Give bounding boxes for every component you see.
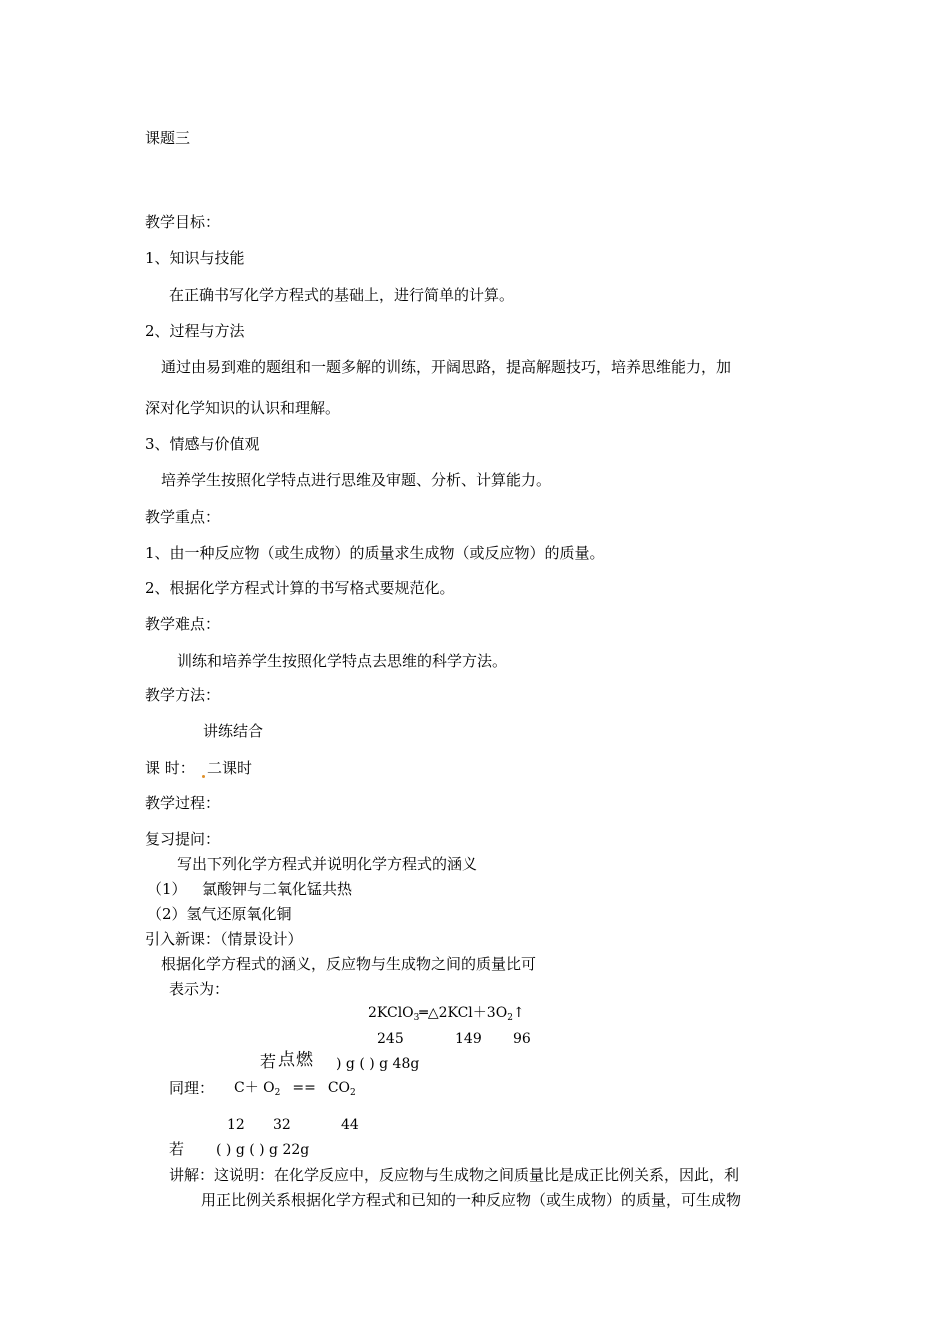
equation-2-equals: == bbox=[292, 1080, 316, 1096]
review-q1-num: （1） bbox=[147, 880, 187, 898]
equation-2-product: CO bbox=[327, 1080, 351, 1096]
class-hours-value: 二课时 bbox=[207, 759, 253, 777]
equation-2-mass-3: 44 bbox=[341, 1117, 359, 1133]
key-point-2: 2、根据化学方程式计算的书写格式要规范化。 bbox=[145, 579, 455, 597]
explanation-line-2: 用正比例关系根据化学方程式和已知的一种反应物（或生成物）的质量，可生成物 bbox=[201, 1191, 742, 1209]
equation-1-mass-1: 245 bbox=[377, 1031, 404, 1047]
equation-1-arrow: ═△ bbox=[419, 1005, 439, 1021]
lesson-title: 课题三 bbox=[145, 129, 191, 147]
equation-1-mass-2: 149 bbox=[455, 1031, 482, 1047]
objective-3-text: 培养学生按照化学特点进行思维及审题、分析、计算能力。 bbox=[161, 471, 552, 489]
equation-2-reactants: C＋ O bbox=[234, 1080, 275, 1096]
objective-2-heading: 2、过程与方法 bbox=[145, 322, 245, 340]
equation-1-blanks: ) g ( ) g 48g bbox=[336, 1056, 420, 1072]
objective-2-text-line1: 通过由易到难的题组和一题多解的训练，开阔思路，提高解题技巧，培养思维能力，加 bbox=[161, 358, 732, 376]
equation-1-right-sub: 2 bbox=[507, 1013, 513, 1023]
methods-text: 讲练结合 bbox=[203, 722, 264, 740]
explanation-line-1: 讲解：这说明：在化学反应中，反应物与生成物之间质量比是成正比例关系，因此，利 bbox=[169, 1166, 740, 1184]
review-q1-text: 氯酸钾与二氧化锰共热 bbox=[202, 880, 353, 898]
equation-2-mass-1: 12 bbox=[227, 1117, 245, 1133]
key-points-heading: 教学重点： bbox=[145, 508, 221, 526]
equation-1-left-sub: 3 bbox=[413, 1013, 420, 1023]
intro-text: 根据化学方程式的涵义，反应物与生成物之间的质量比可 bbox=[161, 955, 537, 973]
equation-1-overlay-label: 点燃 bbox=[278, 1050, 314, 1070]
equation-2-product-sub: 2 bbox=[350, 1088, 356, 1098]
equation-2-if-label: 若 bbox=[169, 1140, 185, 1158]
equation-2 bbox=[234, 1078, 356, 1103]
intro-heading: 引入新课：（情景设计） bbox=[145, 930, 303, 948]
objective-3-heading: 3、情感与价值观 bbox=[145, 435, 260, 453]
equation-1-mass-3: 96 bbox=[513, 1031, 531, 1047]
gas-arrow-icon: ↑ bbox=[512, 1005, 525, 1021]
difficulties-heading: 教学难点： bbox=[145, 615, 221, 633]
equation-1-if-label: 若 bbox=[260, 1052, 277, 1071]
equation-2-reactants-sub: 2 bbox=[274, 1088, 281, 1098]
methods-heading: 教学方法： bbox=[145, 686, 221, 704]
review-heading: 复习提问： bbox=[145, 830, 221, 848]
equation-2-blanks: ( ) g ( ) g 22g bbox=[216, 1142, 310, 1158]
equation-2-label: 同理： bbox=[169, 1079, 215, 1097]
process-heading: 教学过程： bbox=[145, 794, 221, 812]
equation-1-right: 2KCl＋3O bbox=[438, 1005, 508, 1021]
intro-text-2: 表示为： bbox=[169, 980, 230, 998]
objective-1-text: 在正确书写化学方程式的基础上，进行简单的计算。 bbox=[169, 286, 515, 304]
class-hours-label: 课 时： bbox=[145, 759, 195, 777]
objective-2-text-line2: 深对化学知识的认识和理解。 bbox=[145, 399, 341, 417]
difficulties-text: 训练和培养学生按照化学特点去思维的科学方法。 bbox=[177, 652, 508, 670]
equation-1 bbox=[368, 1003, 525, 1028]
review-q2: （2）氢气还原氧化铜 bbox=[147, 905, 292, 923]
objective-1-heading: 1、知识与技能 bbox=[145, 249, 245, 267]
key-point-1: 1、由一种反应物（或生成物）的质量求生成物（或反应物）的质量。 bbox=[145, 544, 605, 562]
review-instruction: 写出下列化学方程式并说明化学方程式的涵义 bbox=[177, 855, 478, 873]
editor-mark bbox=[202, 775, 205, 778]
objectives-heading: 教学目标： bbox=[145, 213, 221, 231]
equation-2-mass-2: 32 bbox=[273, 1117, 291, 1133]
equation-1-left: 2KClO bbox=[368, 1005, 414, 1021]
